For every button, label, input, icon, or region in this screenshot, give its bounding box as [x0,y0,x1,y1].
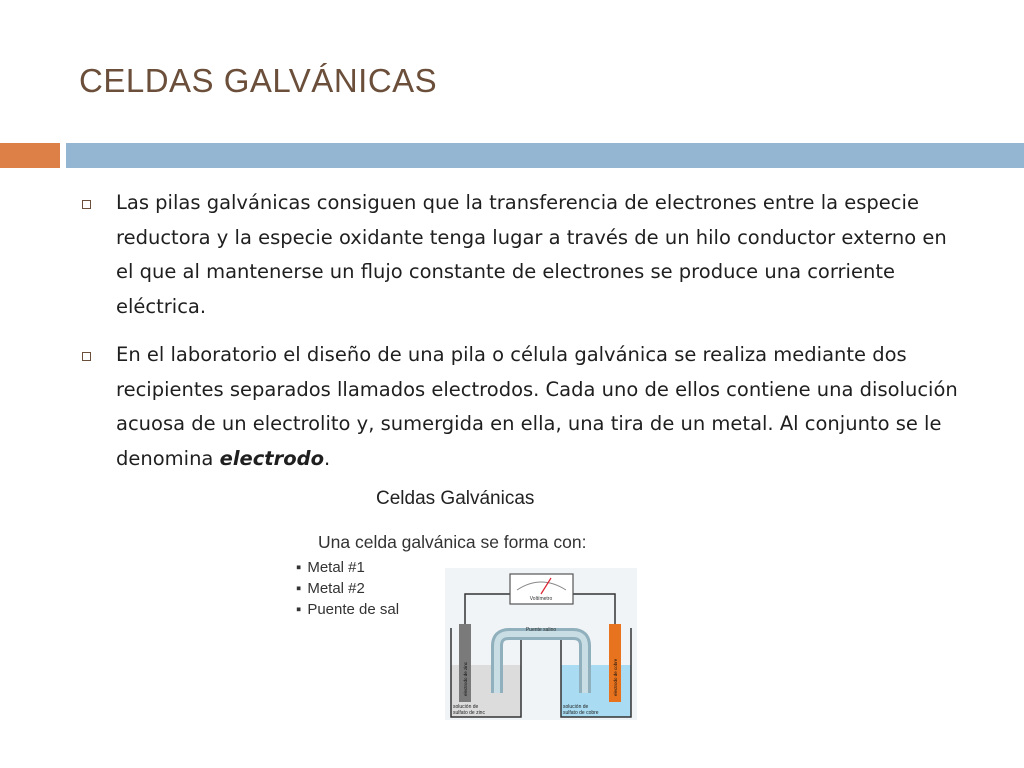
copper-solution-label-2: sulfato de cobre [563,710,599,716]
bullet-item [80,186,970,324]
figure-title: Celdas Galvánicas [376,488,535,509]
square-bullet-icon [82,352,91,361]
accent-bar-orange [0,143,60,168]
galvanic-cell-diagram [445,568,637,720]
square-bullet-icon [82,200,91,209]
figure-list-item: ▪ Puente de sal [296,599,399,620]
bullet-tail: . [323,446,331,470]
figure-list-item: ▪ Metal #1 [296,557,399,578]
copper-electrode-label: electrodo de cobre [613,658,618,696]
copper-solution-label-1: solución de [563,704,589,710]
salt-bridge-label: Puente salino [525,627,557,633]
figure-subtitle: Una celda galvánica se forma con: [318,532,587,552]
figure-list [296,557,399,620]
figure-list-item: ▪ Metal #2 [296,578,399,599]
bullet-emphasis: electrodo [219,446,324,470]
slide-title: CELDAS GALVÁNICAS [79,62,438,99]
voltmeter-label: Voltímetro [529,596,553,602]
zinc-solution-label-1: solución de [453,704,479,710]
accent-bar-blue [66,143,1024,168]
bullet-list [80,186,970,490]
bullet-text: Las pilas galvánicas consiguen que la transferencia de electrones entre la especie reductora y la especie oxidante tenga lugar a través de un hilo conductor externo en el que al mantenerse un flujo constante de electrones se produce una corriente eléctrica. [116,191,947,318]
bullet-text: En el laboratorio el diseño de una pila o célula galvánica se realiza mediante dos recipientes separados llamados electrodos. Cada uno de ellos contiene una disolución acuosa de un electrolito y, sumergida en ella, una tira de un metal. Al conjunto se le denomina [116,343,958,470]
zinc-electrode-label: electrodo de zinc [463,661,468,696]
bullet-item [80,338,970,476]
zinc-solution-label-2: sulfato de zinc [453,710,485,716]
